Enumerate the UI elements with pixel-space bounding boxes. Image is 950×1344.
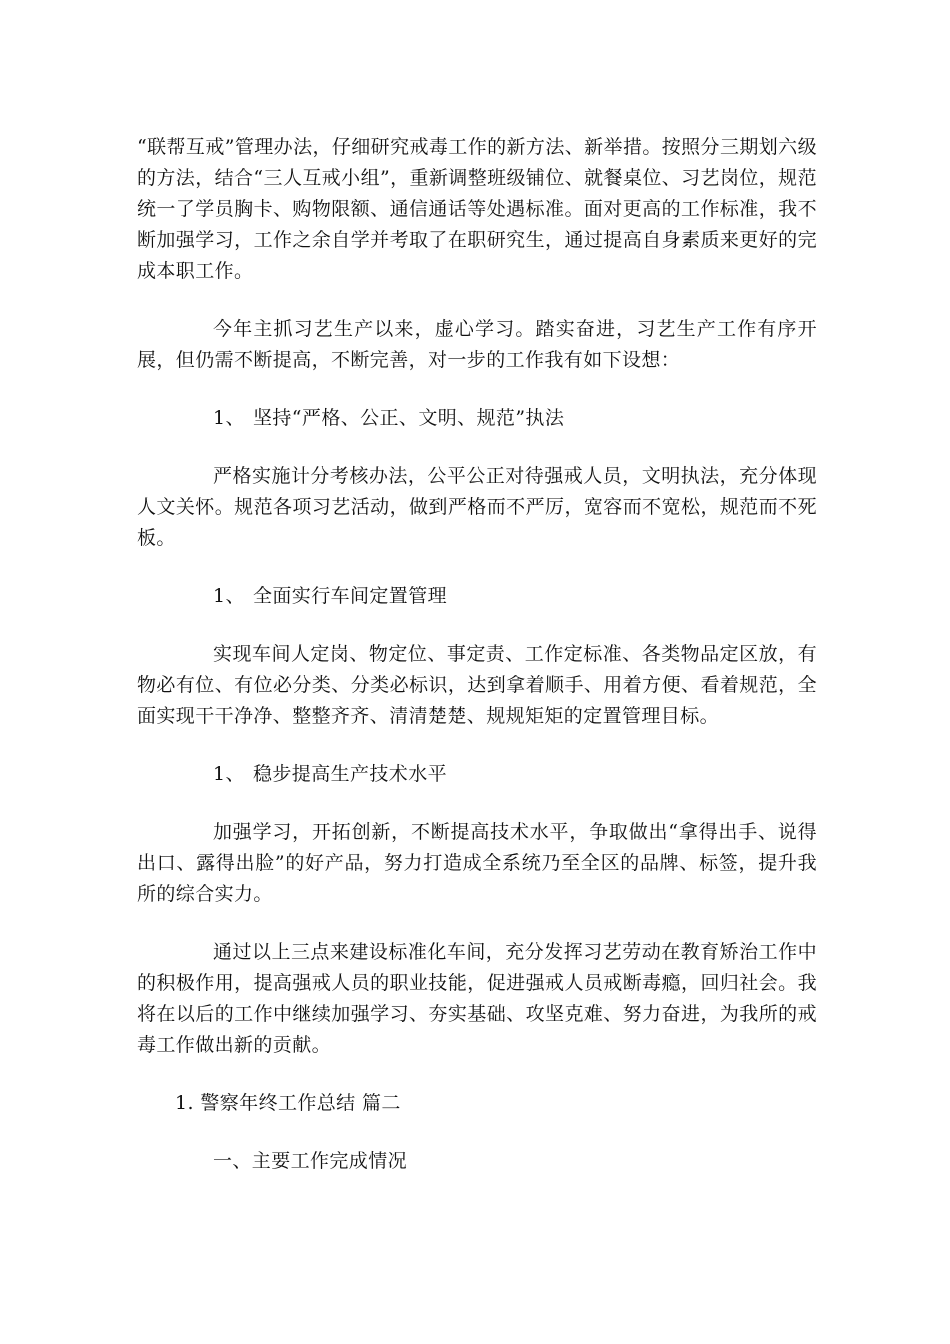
paragraph-management-methods: “联帮互戒”管理办法，仔细研究戒毒工作的新方法、新举措。按照分三期划六级的方法，结合“三人互戒小组”，重新调整班级铺位、就餐桌位、习艺岗位，规范统一了学员胸卡、购物限额、通信通话等处遇标准。面对更高的工作标准，我不断加强学习，工作之余自学并考取了在职研究生，通过提高自身素质来更好的完成本职工作。 — [137, 136, 817, 282]
list-item-text: 稳步提高生产技术水平 — [253, 763, 448, 785]
list-item-text: 坚持“严格、公正、文明、规范”执法 — [253, 407, 565, 429]
list-item-text: 全面实行车间定置管理 — [253, 585, 448, 607]
section-heading: 1. 警察年终工作总结 篇二 — [175, 1092, 401, 1114]
subsection-heading: 一、主要工作完成情况 — [213, 1150, 408, 1172]
paragraph-production-intro: 今年主抓习艺生产以来，虚心学习。踏实奋进，习艺生产工作有序开展，但仍需不断提高，不断完善，对一步的工作我有如下设想： — [137, 318, 817, 371]
paragraph-conclusion: 通过以上三点来建设标准化车间，充分发挥习艺劳动在教育矫治工作中的积极作用，提高强戒人员的职业技能，促进强戒人员戒断毒瘾，回归社会。我将在以后的工作中继续加强学习、夯实基础、攻坚克难、努力奋进，为我所的戒毒工作做出新的贡献。 — [137, 941, 817, 1056]
list-item-number: 1、 — [213, 763, 245, 785]
list-item-number: 1、 — [213, 585, 245, 607]
list-item-number: 1、 — [213, 407, 245, 429]
paragraph-technical-details: 加强学习，开拓创新，不断提高技术水平，争取做出“拿得出手、说得出口、露得出脸”的好产品，努力打造成全系统乃至全区的品牌、标签，提升我所的综合实力。 — [137, 821, 817, 905]
paragraph-assessment: 严格实施计分考核办法，公平公正对待强戒人员，文明执法，充分体现人文关怀。规范各项习艺活动，做到严格而不严厉，宽容而不宽松，规范而不死板。 — [137, 465, 817, 549]
paragraph-workshop-details: 实现车间人定岗、物定位、事定责、工作定标准、各类物品定区放，有物必有位、有位必分类、分类必标识，达到拿着顺手、用着方便、看着规范，全面实现干干净净、整整齐齐、清清楚楚、规规矩矩的定置管理目标。 — [137, 643, 817, 727]
list-item-law-enforcement — [137, 403, 817, 434]
list-item-technical-level — [137, 759, 817, 790]
document-body — [137, 132, 817, 1177]
list-item-workshop-management — [137, 581, 817, 612]
